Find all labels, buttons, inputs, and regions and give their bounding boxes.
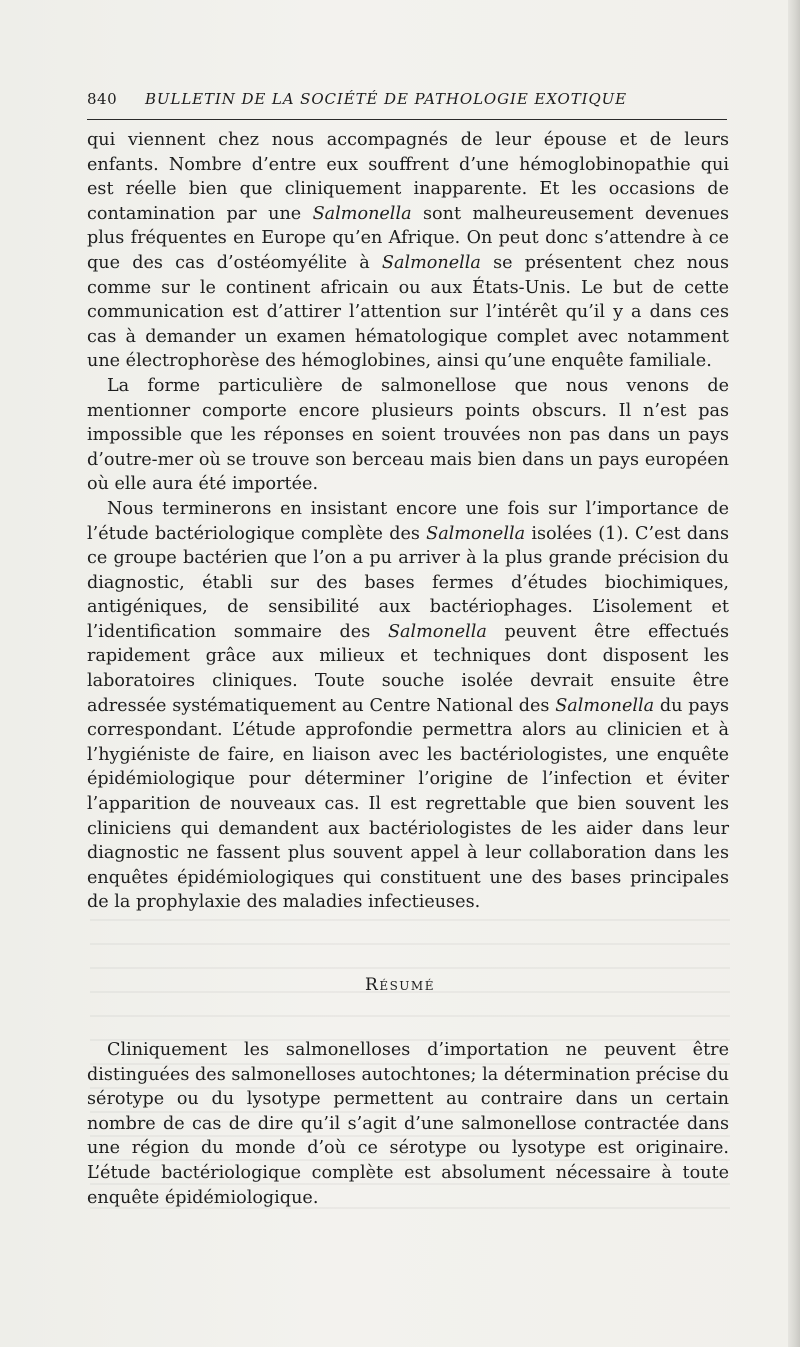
p3-text-3: peuvent être effectués rapidement grâce aux milieux et techniques dont disposent les laboratoires cliniques. Toute souche isolée devrait ensuite être adressée systématiquement au Centre National des [87,621,730,716]
p3-text-2: isolées (1). C’est dans ce groupe bactérien que l’on a pu arriver à la plus grande précision du diagnostic, établi sur des bases fermes d’études biochimiques, antigéniques, de sensibilité aux bactériophages. L’isolement et l’identification sommaire des [87,523,729,642]
paragraph-3 [87,497,729,915]
page-number: 840 [87,90,118,108]
p3-italic-3: Salmonella [555,695,655,716]
p3-italic-1: Salmonella [426,523,526,544]
running-header [87,90,727,114]
summary-paragraph: Cliniquement les salmonelloses d’importation ne peuvent être distinguées des salmonelloses autochtones; la détermination précise du sérotype ou du lysotype permettent au contraire dans un certain nombre de cas de dire qu’il s’agit d’une salmonellose contractée dans une région du monde d’où ce sérotype ou lysotype est originaire. L’étude bactériologique complète est absolument nécessaire à toute enquête épidémiologique. [87,1040,729,1208]
p1-italic-1: Salmonella [312,203,412,224]
p1-text-2: sont malheureusement devenues plus fréquentes en Europe qu’en Afrique. On peut donc s’attendre à ce que des cas d’ostéomyélite à [87,203,729,273]
p3-text-1: Nous terminerons en insistant encore une fois sur l’importance de l’étude bactériologique complète des [87,498,729,544]
summary-heading [0,975,800,995]
running-title: BULLETIN DE LA SOCIÉTÉ DE PATHOLOGIE EXOTIQUE [145,90,628,108]
p1-italic-2: Salmonella [381,252,481,273]
summary-text [87,1038,729,1210]
paragraph-2: La forme particulière de salmonellose que nous venons de mentionner comporte encore plusieurs points obscurs. Il n’est pas impossible que les réponses en soient trouvées non pas dans un pays d’outre-mer où se trouve son berceau mais bien dans un pays européen où elle aura été importée. [87,375,729,495]
header-rule [87,119,727,120]
summary-heading-initial: R [365,975,380,995]
p1-text-3: se présentent chez nous comme sur le continent africain ou aux États-Unis. Le but de cette communication est d’attirer l’attention sur l’intérêt qu’il y a dans ces cas à demander un examen hématologique complet avec notamment une électrophorèse des hémoglobines, ainsi qu’une enquête familiale. [87,252,730,372]
paragraph-1 [87,128,729,374]
page-edge-shadow [788,0,800,1347]
p3-text-4: du pays correspondant. L’étude approfondie permettra alors au clinicien et à l’hygiéniste de faire, en liaison avec les bactériologistes, une enquête épidémiologique pour déterminer l’origine de l’infection et éviter l’apparition de nouveaux cas. Il est regrettable que bien souvent les cliniciens qui demandent aux bactériologistes de les aider dans leur diagnostic ne fassent plus souvent appel à leur collaboration dans les enquêtes épidémiologiques qui constituent une des bases principales de la prophylaxie des maladies infectieuses. [87,695,730,913]
p3-italic-2: Salmonella [387,621,487,642]
body-text [87,128,729,915]
p1-text-1: qui viennent chez nous accompagnés de leur épouse et de leurs enfants. Nombre d’entre eux souffrent d’une hémoglobinopathie qui est réelle bien que cliniquement inapparente. Et les occasions de contamination par une [87,130,729,224]
summary-heading-rest: ÉSUMÉ [379,979,435,993]
